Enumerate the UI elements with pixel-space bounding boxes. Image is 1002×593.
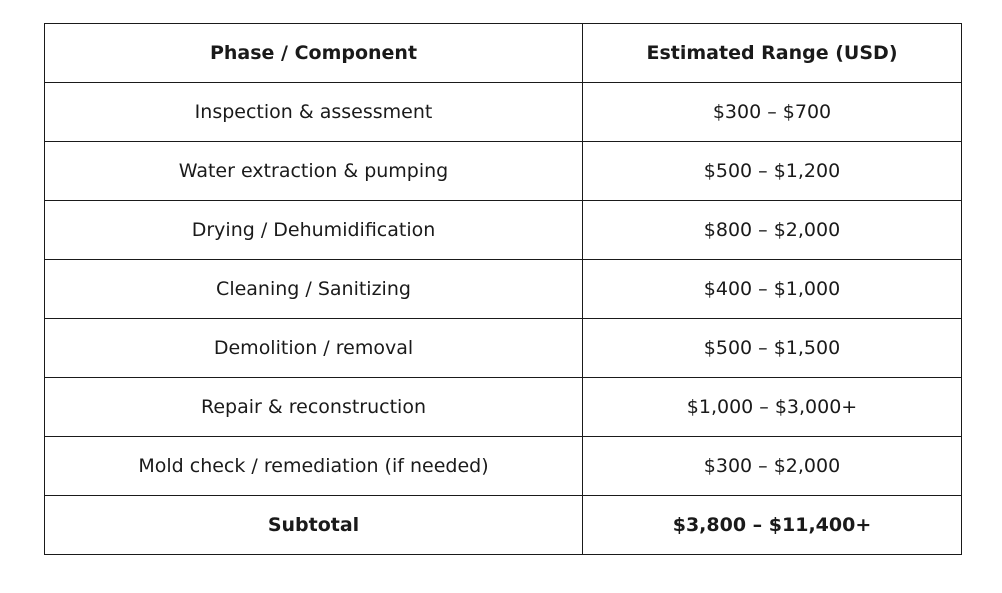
table-row xyxy=(45,83,962,142)
phase-cell: Repair & reconstruction xyxy=(45,378,583,437)
range-cell: $1,000 – $3,000+ xyxy=(583,378,962,437)
table-row xyxy=(45,437,962,496)
range-cell: $300 – $700 xyxy=(583,83,962,142)
table-row xyxy=(45,260,962,319)
table-row xyxy=(45,378,962,437)
header-phase-component: Phase / Component xyxy=(45,24,583,83)
range-cell: $500 – $1,500 xyxy=(583,319,962,378)
subtotal-row xyxy=(45,496,962,555)
range-cell: $500 – $1,200 xyxy=(583,142,962,201)
phase-cell: Drying / Dehumidification xyxy=(45,201,583,260)
subtotal-label: Subtotal xyxy=(45,496,583,555)
header-estimated-range: Estimated Range (USD) xyxy=(583,24,962,83)
table-header-row xyxy=(45,24,962,83)
table-row xyxy=(45,142,962,201)
table-row xyxy=(45,201,962,260)
phase-cell: Cleaning / Sanitizing xyxy=(45,260,583,319)
table-row xyxy=(45,319,962,378)
phase-cell: Inspection & assessment xyxy=(45,83,583,142)
phase-cell: Water extraction & pumping xyxy=(45,142,583,201)
cost-estimate-table xyxy=(44,23,962,555)
subtotal-value: $3,800 – $11,400+ xyxy=(583,496,962,555)
phase-cell: Demolition / removal xyxy=(45,319,583,378)
range-cell: $800 – $2,000 xyxy=(583,201,962,260)
phase-cell: Mold check / remediation (if needed) xyxy=(45,437,583,496)
range-cell: $300 – $2,000 xyxy=(583,437,962,496)
range-cell: $400 – $1,000 xyxy=(583,260,962,319)
